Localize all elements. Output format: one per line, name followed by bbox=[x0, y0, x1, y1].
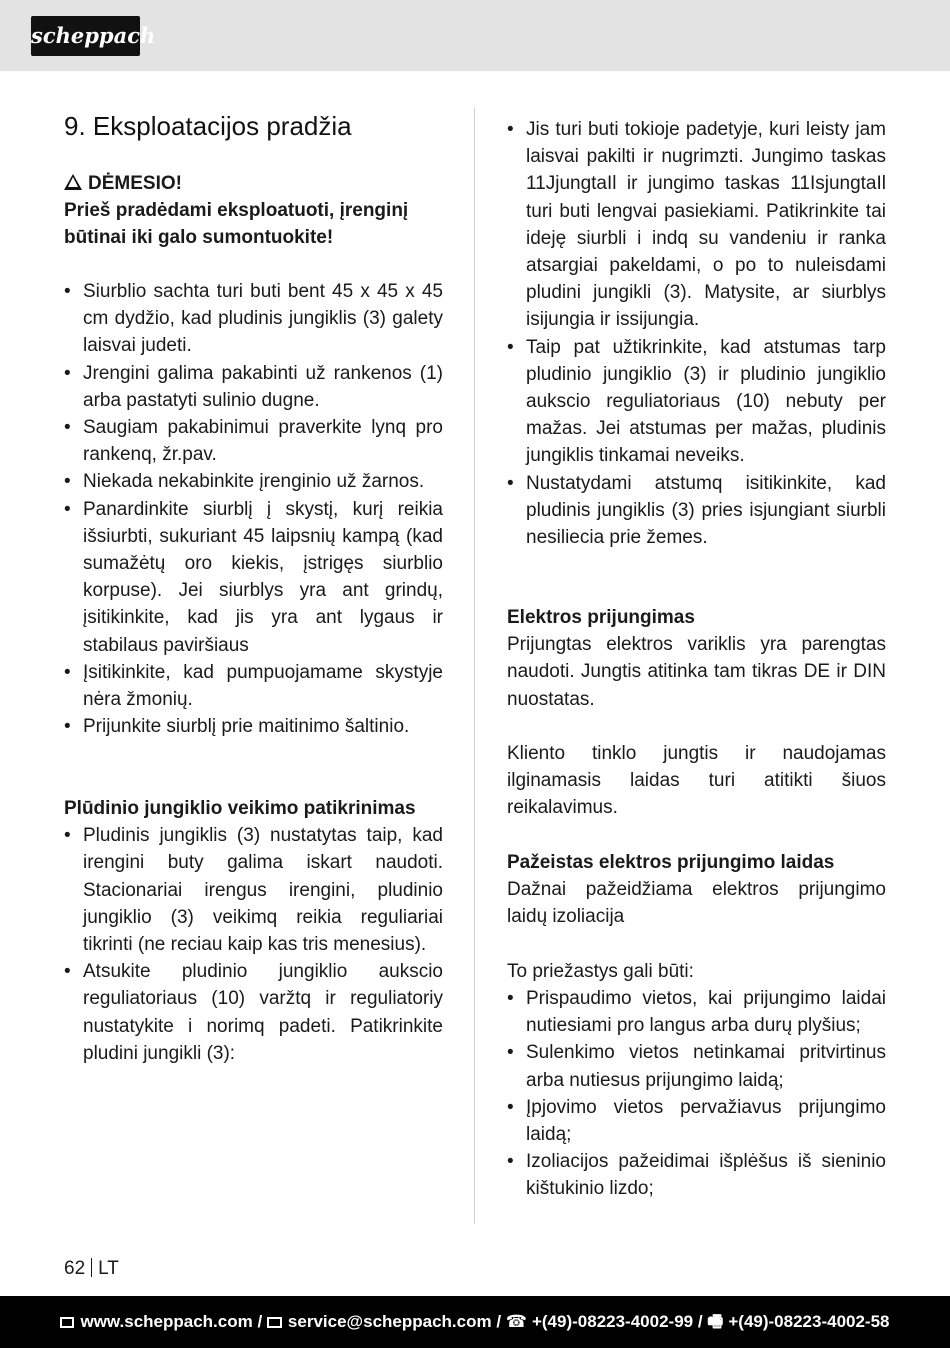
list-item: • Saugiam pakabinimui praverkite lynq pro rankenq, žr.pav. bbox=[64, 414, 443, 468]
list-item: • Prijunkite siurblį prie maitinimo šaltinio. bbox=[64, 713, 443, 740]
scheppach-logo: scheppach bbox=[31, 16, 140, 56]
list-item: • Įpjovimo vietos pervažiavus prijungimo laidą; bbox=[507, 1094, 886, 1148]
footer-web[interactable]: www.scheppach.com / bbox=[80, 1312, 263, 1331]
list-item: • Nustatydami atstumq isitikinkite, kad pludinis jungiklis (3) pries isjungiant siurbli nesiliecia prie žemes. bbox=[507, 470, 886, 552]
setup-list bbox=[64, 278, 443, 740]
list-item: • Sulenkimo vietos netinkamai pritvirtinus arba nutiesus prijungimo laidą; bbox=[507, 1039, 886, 1093]
footer-email[interactable]: service@scheppach.com / bbox=[287, 1312, 502, 1331]
page-footer bbox=[0, 1296, 950, 1348]
damaged-causes-list bbox=[507, 985, 886, 1203]
envelope-icon bbox=[267, 1317, 282, 1328]
page-number bbox=[64, 1255, 119, 1282]
page-header bbox=[0, 0, 950, 71]
list-item: • Prispaudimo vietos, kai prijungimo laidai nutiesiami pro langus arba durų plyšius; bbox=[507, 985, 886, 1039]
float-check-section bbox=[64, 795, 443, 1067]
list-item: • Siurblio sachta turi buti bent 45 x 45 x 45 cm dydžio, kad pludinis jungiklis (3) galety laisvai judeti. bbox=[64, 278, 443, 360]
list-item: • Įsitikinkite, kad pumpuojamame skystyje nėra žmonių. bbox=[64, 659, 443, 713]
column-divider bbox=[474, 108, 475, 1224]
list-item: • Atsukite pludinio jungiklio aukscio reguliatoriaus (10) varžtq ir reguliatoriy nustatykite i norimq padeti. Patikrinkite pludini jungikli (3): bbox=[64, 958, 443, 1067]
damaged-para2: To priežastys gali būti: bbox=[507, 960, 694, 982]
damaged-heading: Pažeistas elektros prijungimo laidas bbox=[507, 852, 835, 873]
damaged-cable-section bbox=[507, 849, 886, 1203]
warning-label: DĖMESIO! bbox=[88, 173, 182, 194]
footer-phone: +(49)-08223-4002-99 / bbox=[531, 1312, 703, 1331]
warning-text-line2: būtinai iki galo sumontuokite! bbox=[64, 227, 334, 249]
list-item: • Jis turi buti tokioje padetyje, kuri leisty jam laisvai pakilti ir nugrimzti. Jungimo taskas 11JjungtaIl ir jungimo taskas 11IsjungtaIl turi buti lengvai pasiekiami. Patikrinkite tai ideję siurbli i indq su vandeniu ir ranka atsargiai pakeldami, o po to nuleisdami pludini jungikli (3). Matysite, ar siurblys isijungia ir issijungia. bbox=[507, 116, 886, 334]
electric-heading: Elektros prijungimas bbox=[507, 607, 695, 628]
electric-section bbox=[507, 604, 886, 822]
list-item: • Taip pat užtikrinkite, kad atstumas tarp pludinio jungiklio (3) ir pludinio jungiklio aukscio reguliatoriaus (10) nebuty per mažas. Jei atstumas per mažas, pludinis jungiklis tinkamai neveiks. bbox=[507, 334, 886, 470]
warning-text-line1: Prieš pradėdami eksploatuoti, įrenginį bbox=[64, 200, 409, 222]
page-language: LT bbox=[98, 1258, 119, 1279]
electric-para1: Prijungtas elektros variklis yra parengtas naudoti. Jungtis atitinka tam tikras DE ir DIN nuostatas. bbox=[507, 634, 886, 710]
warning-block bbox=[64, 170, 443, 252]
damaged-para1: Dažnai pažeidžiama elektros prijungimo laidų izoliacija bbox=[507, 879, 886, 928]
list-item: • Niekada nekabinkite įrenginio už žarnos. bbox=[64, 468, 443, 495]
list-item: • Pludinis jungiklis (3) nustatytas taip, kad irengini buty galima iskart naudoti. Stacionariai irengus irengini, pludinio jungiklio (3) veikimq reikia reguliariai tikrinti (ne reciau kaip kas tris menesius). bbox=[64, 822, 443, 958]
float-check-list-continued bbox=[507, 116, 886, 551]
page-number-value: 62 bbox=[64, 1258, 86, 1279]
phone-icon: ☎ bbox=[505, 1312, 527, 1331]
section-title: 9. Eksploatacijos pradžia bbox=[64, 111, 352, 141]
float-check-heading: Plūdinio jungiklio veikimo patikrinimas bbox=[64, 798, 416, 819]
page-number-separator bbox=[91, 1258, 92, 1277]
warning-icon bbox=[64, 174, 82, 190]
list-item: • Izoliacijos pažeidimai išplėšus iš sieninio kištukinio lizdo; bbox=[507, 1148, 886, 1202]
list-item: • Jrengini galima pakabinti už rankenos (1) arba pastatyti sulinio dugne. bbox=[64, 360, 443, 414]
computer-icon bbox=[60, 1317, 74, 1328]
list-item: • Panardinkite siurblį į skystį, kurį reikia išsiurbti, sukuriant 45 laipsnių kampą (kad sumažėtų oro kiekis, įstrigęs siurblio korpuse). Jei siurblys yra ant grindų, įsitikinkite, kad jis yra ant lygaus ir stabilaus paviršiaus bbox=[64, 496, 443, 659]
electric-para2: Kliento tinklo jungtis ir naudojamas ilginamasis laidas turi atitikti šiuos reikalavimus. bbox=[507, 743, 886, 819]
fax-icon: 🖷 bbox=[707, 1312, 724, 1331]
footer-fax: +(49)-08223-4002-58 bbox=[728, 1312, 890, 1331]
float-check-list bbox=[64, 822, 443, 1067]
